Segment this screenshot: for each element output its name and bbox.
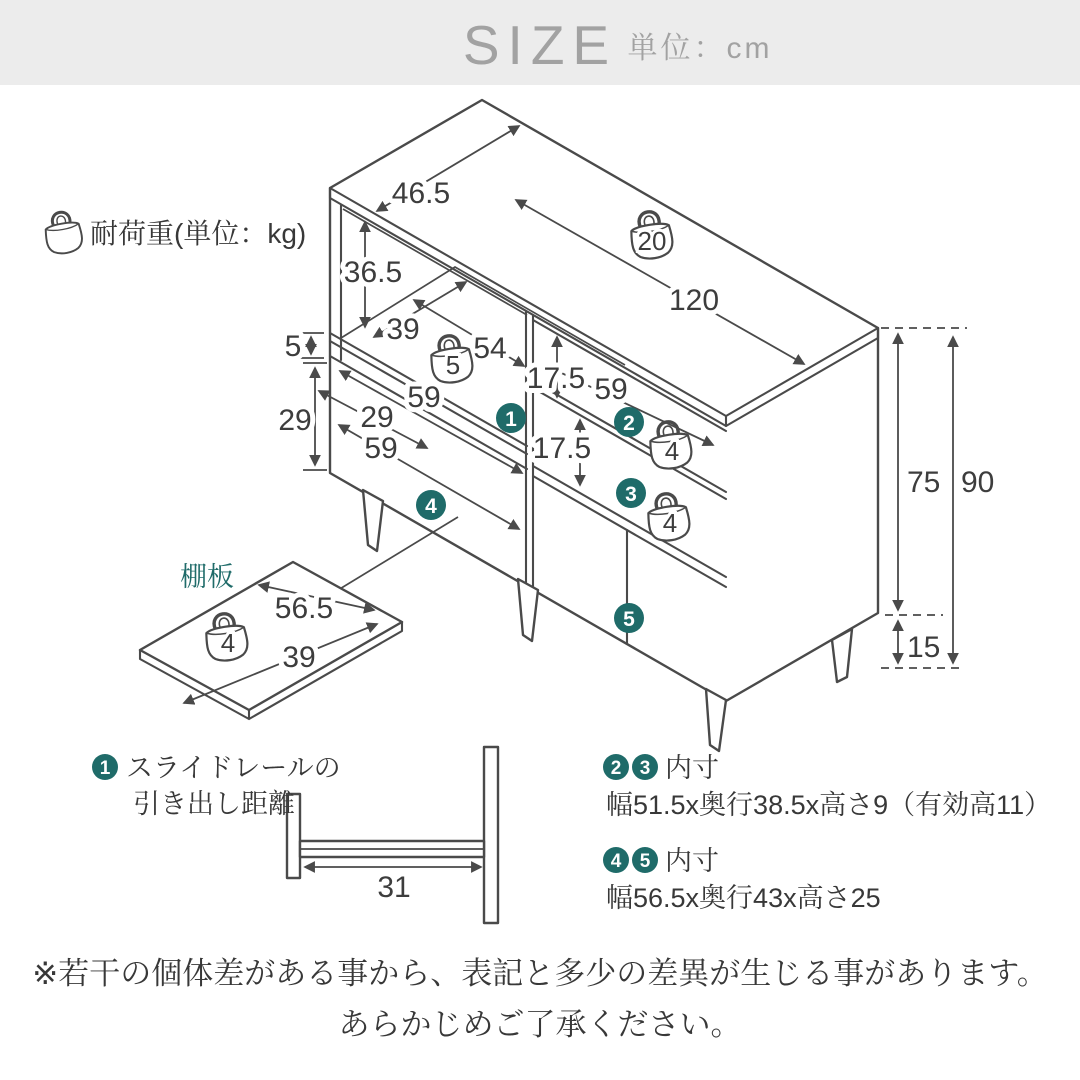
footer-line-2: あらかじめご了承ください。 — [338, 1007, 742, 1042]
dim-drawer3-height: 17.5 — [532, 432, 592, 465]
footer-line-1: ※若干の個体差がある事から、表記と多少の差異が生じる事があります。 — [32, 956, 1048, 991]
dim-slide-front-height: 5 — [284, 330, 302, 363]
note-inner-45-body: 幅56.5x奥行43x高さ25 — [606, 883, 881, 913]
note-inner-23-title: 内寸 — [665, 753, 719, 783]
dim-open-height: 36.5 — [343, 256, 403, 289]
badge-door-5 — [614, 603, 644, 633]
weight-top: 20 — [637, 226, 667, 256]
badge-door-4 — [416, 490, 446, 520]
dim-total-width: 120 — [668, 284, 720, 317]
dim-leg-height: 15 — [907, 631, 941, 664]
dim-left-inner-a: 29 — [360, 401, 394, 434]
load-capacity-label: 耐荷重(単位：kg) — [90, 218, 307, 249]
dim-shelf-depth: 39 — [282, 641, 316, 674]
note-inner-23 — [603, 753, 1051, 820]
unit-label: 単位：cm — [627, 32, 773, 65]
footer-disclaimer — [32, 956, 1048, 1042]
svg-text:3: 3 — [625, 483, 637, 506]
dim-body-height: 75 — [907, 466, 941, 499]
load-capacity-legend — [42, 209, 306, 256]
leg-front-center — [518, 579, 538, 641]
dim-drawer2-height: 17.5 — [526, 362, 586, 395]
slide-rail-right-bar — [484, 747, 498, 923]
weight-drawer2: 4 — [664, 436, 680, 466]
svg-text:2: 2 — [623, 412, 635, 435]
dim-left-drawer-height: 29 — [278, 404, 312, 437]
svg-text:5: 5 — [639, 851, 651, 872]
svg-text:1: 1 — [99, 758, 111, 779]
leg-front-right — [706, 689, 726, 751]
note-inner-23-body: 幅51.5x奥行38.5x高さ9（有効高11） — [606, 790, 1052, 820]
dim-shelf-width: 56.5 — [274, 592, 334, 625]
note-slide-line2: 引き出し距離 — [133, 789, 295, 819]
dim-left-drawer-width: 59 — [407, 381, 441, 414]
leg-front-left — [363, 490, 383, 551]
weight-drawer3: 4 — [662, 508, 678, 538]
note-inner-45 — [603, 846, 881, 913]
dim-top-depth: 46.5 — [391, 177, 451, 210]
svg-text:1: 1 — [505, 408, 517, 431]
note-inner-45-title: 内寸 — [665, 846, 719, 876]
badge-drawer-3 — [616, 478, 646, 508]
svg-text:2: 2 — [610, 758, 622, 779]
dim-open-inner-width: 54 — [473, 332, 507, 365]
dim-left-inner-b: 59 — [364, 432, 398, 465]
shelf-board-label: 棚板 — [180, 562, 234, 592]
note-slide-line1: スライドレールの — [126, 753, 341, 783]
dim-open-depth: 39 — [386, 313, 420, 346]
svg-text:5: 5 — [623, 608, 635, 631]
note-slide-rail — [92, 753, 341, 819]
kettlebell-icon — [42, 209, 84, 256]
dim-total-height: 90 — [961, 466, 995, 499]
svg-text:3: 3 — [639, 758, 651, 779]
weight-shelf: 4 — [220, 628, 236, 658]
badge-drawer-2 — [614, 407, 644, 437]
dim-slide-pull-distance: 31 — [377, 871, 411, 904]
weight-slide-table: 5 — [445, 350, 461, 380]
svg-text:4: 4 — [610, 851, 622, 872]
badge-slide-table — [496, 403, 526, 433]
shelf-board-drawing — [140, 517, 458, 719]
svg-text:4: 4 — [425, 495, 437, 518]
dim-right-drawer-width: 59 — [594, 373, 628, 406]
page-title: SIZE — [462, 14, 618, 76]
